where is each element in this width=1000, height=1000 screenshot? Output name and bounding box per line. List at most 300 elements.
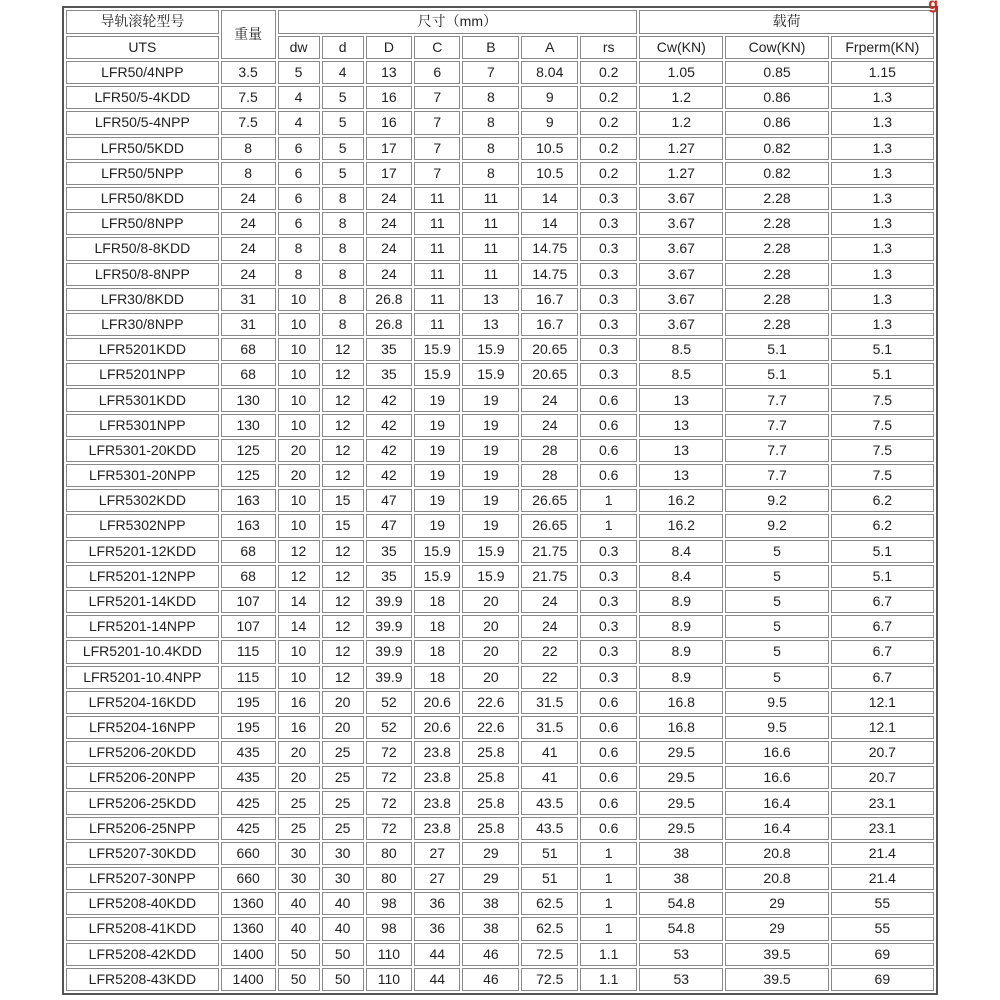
cell-B: 20 <box>462 666 519 689</box>
cell-dw: 6 <box>278 187 320 210</box>
cell-cw: 8.9 <box>639 615 723 638</box>
cell-dw: 50 <box>278 943 320 966</box>
cell-B: 7 <box>462 61 519 84</box>
table-row <box>66 741 934 764</box>
cell-cow: 0.86 <box>725 86 828 109</box>
cell-cow: 9.5 <box>725 716 828 739</box>
cell-A: 51 <box>521 842 578 865</box>
table-row <box>66 540 934 563</box>
cell-frperm: 5.1 <box>831 363 934 386</box>
cell-cw: 8.5 <box>639 338 723 361</box>
cell-rs: 1 <box>580 892 637 915</box>
cell-frperm: 1.3 <box>831 288 934 311</box>
cell-model: LFR50/8KDD <box>66 187 219 210</box>
cell-cow: 29 <box>725 917 828 940</box>
cell-weight: 125 <box>221 439 276 462</box>
cell-d: 8 <box>322 313 364 336</box>
cell-weight: 24 <box>221 237 276 260</box>
cell-dw: 20 <box>278 464 320 487</box>
cell-B: 8 <box>462 111 519 134</box>
cell-rs: 0.3 <box>580 666 637 689</box>
cell-d: 8 <box>322 237 364 260</box>
cell-dw: 20 <box>278 439 320 462</box>
cell-rs: 0.2 <box>580 61 637 84</box>
cell-C: 27 <box>414 867 460 890</box>
cell-dw: 10 <box>278 414 320 437</box>
cell-cw: 1.2 <box>639 86 723 109</box>
cell-C: 20.6 <box>414 716 460 739</box>
cell-D: 39.9 <box>366 666 412 689</box>
cell-model: LFR50/8NPP <box>66 212 219 235</box>
cell-B: 15.9 <box>462 565 519 588</box>
table-row <box>66 86 934 109</box>
cell-weight: 24 <box>221 212 276 235</box>
cell-cw: 1.2 <box>639 111 723 134</box>
cell-frperm: 7.5 <box>831 464 934 487</box>
cell-C: 7 <box>414 111 460 134</box>
cell-B: 19 <box>462 514 519 537</box>
cell-frperm: 23.1 <box>831 817 934 840</box>
cell-frperm: 12.1 <box>831 716 934 739</box>
cell-dw: 4 <box>278 111 320 134</box>
cell-A: 10.5 <box>521 162 578 185</box>
cell-weight: 24 <box>221 187 276 210</box>
cell-weight: 1400 <box>221 943 276 966</box>
cell-dw: 10 <box>278 514 320 537</box>
spec-sheet <box>62 0 938 995</box>
cell-B: 13 <box>462 313 519 336</box>
cell-weight: 8 <box>221 137 276 160</box>
cell-cw: 29.5 <box>639 817 723 840</box>
cell-A: 24 <box>521 388 578 411</box>
cell-cow: 5 <box>725 615 828 638</box>
cell-B: 19 <box>462 464 519 487</box>
cell-cow: 2.28 <box>725 237 828 260</box>
cell-weight: 68 <box>221 338 276 361</box>
cell-D: 26.8 <box>366 313 412 336</box>
cell-dw: 10 <box>278 489 320 512</box>
cell-d: 25 <box>322 817 364 840</box>
cell-C: 23.8 <box>414 817 460 840</box>
cell-C: 44 <box>414 968 460 991</box>
cell-model: LFR50/5KDD <box>66 137 219 160</box>
table-row <box>66 237 934 260</box>
cell-d: 5 <box>322 137 364 160</box>
cell-frperm: 1.15 <box>831 61 934 84</box>
cell-cw: 29.5 <box>639 766 723 789</box>
cell-rs: 1 <box>580 514 637 537</box>
cell-cw: 53 <box>639 943 723 966</box>
cell-A: 43.5 <box>521 817 578 840</box>
cell-dw: 4 <box>278 86 320 109</box>
cell-frperm: 6.7 <box>831 590 934 613</box>
cell-rs: 0.3 <box>580 263 637 286</box>
cell-d: 12 <box>322 615 364 638</box>
cell-B: 8 <box>462 162 519 185</box>
cell-rs: 0.6 <box>580 791 637 814</box>
cell-weight: 435 <box>221 741 276 764</box>
cell-weight: 115 <box>221 640 276 663</box>
cell-cow: 39.5 <box>725 943 828 966</box>
table-row <box>66 363 934 386</box>
cell-d: 25 <box>322 741 364 764</box>
cell-rs: 0.3 <box>580 640 637 663</box>
table-row <box>66 514 934 537</box>
cell-D: 72 <box>366 817 412 840</box>
cell-weight: 130 <box>221 414 276 437</box>
cell-dw: 10 <box>278 388 320 411</box>
cell-D: 110 <box>366 968 412 991</box>
col-header-B: B <box>462 36 519 60</box>
cell-A: 10.5 <box>521 137 578 160</box>
cell-B: 22.6 <box>462 691 519 714</box>
cell-dw: 5 <box>278 61 320 84</box>
cell-A: 14 <box>521 212 578 235</box>
cell-frperm: 21.4 <box>831 867 934 890</box>
cell-model: LFR50/8-8NPP <box>66 263 219 286</box>
cell-frperm: 1.3 <box>831 86 934 109</box>
weight-header: 重量 <box>221 10 276 59</box>
cell-C: 18 <box>414 615 460 638</box>
cell-D: 52 <box>366 716 412 739</box>
cell-C: 15.9 <box>414 363 460 386</box>
cell-cow: 0.86 <box>725 111 828 134</box>
cell-cw: 8.9 <box>639 640 723 663</box>
cell-D: 72 <box>366 766 412 789</box>
cell-cow: 16.6 <box>725 766 828 789</box>
cell-model: LFR5208-41KDD <box>66 917 219 940</box>
cell-C: 18 <box>414 590 460 613</box>
load-group-header: 载荷 <box>639 10 934 34</box>
cell-frperm: 1.3 <box>831 237 934 260</box>
table-row <box>66 842 934 865</box>
cell-d: 12 <box>322 338 364 361</box>
cell-weight: 24 <box>221 263 276 286</box>
table-row <box>66 867 934 890</box>
cell-A: 21.75 <box>521 565 578 588</box>
cell-cw: 3.67 <box>639 288 723 311</box>
cell-cw: 13 <box>639 414 723 437</box>
cell-cw: 53 <box>639 968 723 991</box>
cell-model: LFR5208-40KDD <box>66 892 219 915</box>
cell-B: 11 <box>462 263 519 286</box>
cell-C: 27 <box>414 842 460 865</box>
cell-d: 20 <box>322 716 364 739</box>
cell-rs: 0.3 <box>580 363 637 386</box>
cell-d: 12 <box>322 590 364 613</box>
cell-rs: 0.6 <box>580 716 637 739</box>
cell-rs: 0.2 <box>580 111 637 134</box>
cell-A: 20.65 <box>521 363 578 386</box>
cell-d: 12 <box>322 439 364 462</box>
cell-A: 62.5 <box>521 892 578 915</box>
cell-C: 36 <box>414 917 460 940</box>
cell-dw: 20 <box>278 741 320 764</box>
cell-model: LFR5201-14NPP <box>66 615 219 638</box>
cell-d: 12 <box>322 464 364 487</box>
cell-weight: 435 <box>221 766 276 789</box>
cell-C: 15.9 <box>414 540 460 563</box>
model-header-cn: 导轨滚轮型号 <box>66 10 219 34</box>
cell-model: LFR30/8NPP <box>66 313 219 336</box>
cell-B: 46 <box>462 943 519 966</box>
cell-d: 40 <box>322 917 364 940</box>
cell-d: 12 <box>322 388 364 411</box>
cell-cow: 2.28 <box>725 263 828 286</box>
cell-model: LFR5206-20KDD <box>66 741 219 764</box>
cell-model: LFR5206-25NPP <box>66 817 219 840</box>
cell-d: 15 <box>322 489 364 512</box>
cell-rs: 1 <box>580 842 637 865</box>
cell-dw: 10 <box>278 640 320 663</box>
cell-weight: 163 <box>221 514 276 537</box>
cell-cow: 2.28 <box>725 313 828 336</box>
cell-D: 42 <box>366 439 412 462</box>
cell-C: 36 <box>414 892 460 915</box>
cell-rs: 0.3 <box>580 313 637 336</box>
cell-rs: 0.6 <box>580 439 637 462</box>
cell-model: LFR50/5-4NPP <box>66 111 219 134</box>
cell-d: 8 <box>322 212 364 235</box>
cell-d: 12 <box>322 414 364 437</box>
table-row <box>66 666 934 689</box>
cell-dw: 40 <box>278 917 320 940</box>
cell-cw: 3.67 <box>639 187 723 210</box>
cell-d: 12 <box>322 666 364 689</box>
col-header-dw: dw <box>278 36 320 60</box>
table-row <box>66 968 934 991</box>
cell-frperm: 6.7 <box>831 640 934 663</box>
cell-D: 17 <box>366 162 412 185</box>
col-header-rs: rs <box>580 36 637 60</box>
cell-frperm: 7.5 <box>831 439 934 462</box>
cell-cw: 3.67 <box>639 237 723 260</box>
cell-cow: 9.5 <box>725 691 828 714</box>
cell-cw: 29.5 <box>639 791 723 814</box>
cell-cow: 39.5 <box>725 968 828 991</box>
col-header-frperm: Frperm(KN) <box>831 36 934 60</box>
cell-cw: 29.5 <box>639 741 723 764</box>
cell-D: 47 <box>366 489 412 512</box>
cell-frperm: 1.3 <box>831 187 934 210</box>
cell-A: 28 <box>521 439 578 462</box>
cell-cw: 8.4 <box>639 565 723 588</box>
col-header-cow: Cow(KN) <box>725 36 828 60</box>
cell-model: LFR5204-16KDD <box>66 691 219 714</box>
cell-cow: 7.7 <box>725 388 828 411</box>
cell-D: 52 <box>366 691 412 714</box>
cell-weight: 107 <box>221 615 276 638</box>
cell-model: LFR5201-14KDD <box>66 590 219 613</box>
cell-cw: 13 <box>639 388 723 411</box>
cell-model: LFR5301KDD <box>66 388 219 411</box>
cell-A: 9 <box>521 86 578 109</box>
cell-B: 25.8 <box>462 817 519 840</box>
cell-model: LFR5302NPP <box>66 514 219 537</box>
cell-dw: 6 <box>278 212 320 235</box>
table-row <box>66 464 934 487</box>
cell-A: 22 <box>521 640 578 663</box>
cell-A: 24 <box>521 590 578 613</box>
table-row <box>66 766 934 789</box>
cell-D: 98 <box>366 892 412 915</box>
cell-dw: 10 <box>278 313 320 336</box>
table-row <box>66 137 934 160</box>
cell-dw: 10 <box>278 363 320 386</box>
cell-weight: 195 <box>221 691 276 714</box>
cell-frperm: 5.1 <box>831 338 934 361</box>
cell-frperm: 6.2 <box>831 514 934 537</box>
cell-B: 15.9 <box>462 338 519 361</box>
table-row <box>66 61 934 84</box>
cell-d: 25 <box>322 791 364 814</box>
cell-cow: 16.6 <box>725 741 828 764</box>
dimensions-group-header: 尺寸（mm） <box>278 10 638 34</box>
cell-cow: 5 <box>725 590 828 613</box>
cell-cw: 38 <box>639 867 723 890</box>
cell-frperm: 1.3 <box>831 263 934 286</box>
cell-D: 35 <box>366 338 412 361</box>
cell-B: 19 <box>462 439 519 462</box>
cell-D: 24 <box>366 263 412 286</box>
cell-dw: 8 <box>278 263 320 286</box>
cell-cw: 3.67 <box>639 313 723 336</box>
cell-model: LFR5301NPP <box>66 414 219 437</box>
table-row <box>66 439 934 462</box>
cell-rs: 0.3 <box>580 187 637 210</box>
cell-cow: 5.1 <box>725 363 828 386</box>
cell-rs: 1 <box>580 867 637 890</box>
table-row <box>66 338 934 361</box>
col-header-d: d <box>322 36 364 60</box>
cell-B: 11 <box>462 187 519 210</box>
cell-model: LFR50/5NPP <box>66 162 219 185</box>
model-header-en: UTS <box>66 36 219 60</box>
cell-A: 24 <box>521 414 578 437</box>
cell-d: 5 <box>322 86 364 109</box>
cell-cow: 7.7 <box>725 439 828 462</box>
cell-B: 20 <box>462 590 519 613</box>
cell-B: 22.6 <box>462 716 519 739</box>
cell-frperm: 21.4 <box>831 842 934 865</box>
cell-d: 30 <box>322 867 364 890</box>
cell-cow: 0.85 <box>725 61 828 84</box>
cell-B: 11 <box>462 237 519 260</box>
cell-C: 7 <box>414 86 460 109</box>
cell-D: 47 <box>366 514 412 537</box>
cell-A: 14.75 <box>521 263 578 286</box>
cell-cow: 5 <box>725 565 828 588</box>
cell-frperm: 6.2 <box>831 489 934 512</box>
cell-D: 39.9 <box>366 615 412 638</box>
cell-cw: 13 <box>639 439 723 462</box>
cell-A: 41 <box>521 766 578 789</box>
cell-cow: 16.4 <box>725 817 828 840</box>
cell-cow: 5 <box>725 666 828 689</box>
cell-D: 35 <box>366 540 412 563</box>
cell-cw: 16.2 <box>639 489 723 512</box>
cell-C: 7 <box>414 137 460 160</box>
cell-weight: 1400 <box>221 968 276 991</box>
cell-A: 20.65 <box>521 338 578 361</box>
cell-frperm: 69 <box>831 968 934 991</box>
cell-A: 22 <box>521 666 578 689</box>
cell-C: 6 <box>414 61 460 84</box>
cell-model: LFR5301-20KDD <box>66 439 219 462</box>
cell-cw: 8.5 <box>639 363 723 386</box>
cell-rs: 0.3 <box>580 540 637 563</box>
cell-model: LFR5204-16NPP <box>66 716 219 739</box>
red-header-fragment: g <box>928 0 938 13</box>
cell-cow: 5 <box>725 540 828 563</box>
cell-cw: 13 <box>639 464 723 487</box>
cell-model: LFR5207-30KDD <box>66 842 219 865</box>
cell-C: 19 <box>414 414 460 437</box>
cell-cw: 16.8 <box>639 716 723 739</box>
cell-d: 50 <box>322 943 364 966</box>
cell-frperm: 5.1 <box>831 565 934 588</box>
cell-rs: 0.6 <box>580 464 637 487</box>
cell-C: 18 <box>414 666 460 689</box>
cell-dw: 25 <box>278 791 320 814</box>
cell-A: 9 <box>521 111 578 134</box>
cell-A: 26.65 <box>521 489 578 512</box>
table-row <box>66 615 934 638</box>
table-header <box>66 10 934 59</box>
roller-spec-table <box>62 6 938 995</box>
cell-A: 41 <box>521 741 578 764</box>
cell-cow: 16.4 <box>725 791 828 814</box>
cell-cow: 20.8 <box>725 842 828 865</box>
col-header-D: D <box>366 36 412 60</box>
cell-weight: 163 <box>221 489 276 512</box>
cell-frperm: 23.1 <box>831 791 934 814</box>
cell-d: 20 <box>322 691 364 714</box>
cell-weight: 68 <box>221 565 276 588</box>
cell-A: 31.5 <box>521 716 578 739</box>
cell-frperm: 1.3 <box>831 162 934 185</box>
cell-rs: 0.3 <box>580 338 637 361</box>
cell-rs: 1 <box>580 489 637 512</box>
cell-rs: 0.6 <box>580 817 637 840</box>
cell-frperm: 6.7 <box>831 666 934 689</box>
table-row <box>66 817 934 840</box>
cell-A: 43.5 <box>521 791 578 814</box>
cell-D: 39.9 <box>366 590 412 613</box>
cell-B: 15.9 <box>462 540 519 563</box>
cell-frperm: 69 <box>831 943 934 966</box>
cell-model: LFR5301-20NPP <box>66 464 219 487</box>
cell-C: 7 <box>414 162 460 185</box>
cell-dw: 12 <box>278 565 320 588</box>
cell-B: 8 <box>462 86 519 109</box>
col-header-cw: Cw(KN) <box>639 36 723 60</box>
cell-model: LFR50/4NPP <box>66 61 219 84</box>
cell-B: 8 <box>462 137 519 160</box>
cell-cow: 9.2 <box>725 489 828 512</box>
table-row <box>66 892 934 915</box>
cell-rs: 0.3 <box>580 590 637 613</box>
cell-weight: 3.5 <box>221 61 276 84</box>
cell-model: LFR5201KDD <box>66 338 219 361</box>
cell-cow: 7.7 <box>725 464 828 487</box>
cell-B: 19 <box>462 388 519 411</box>
table-row <box>66 791 934 814</box>
table-row <box>66 414 934 437</box>
cell-frperm: 6.7 <box>831 615 934 638</box>
cell-B: 29 <box>462 867 519 890</box>
cell-frperm: 1.3 <box>831 212 934 235</box>
